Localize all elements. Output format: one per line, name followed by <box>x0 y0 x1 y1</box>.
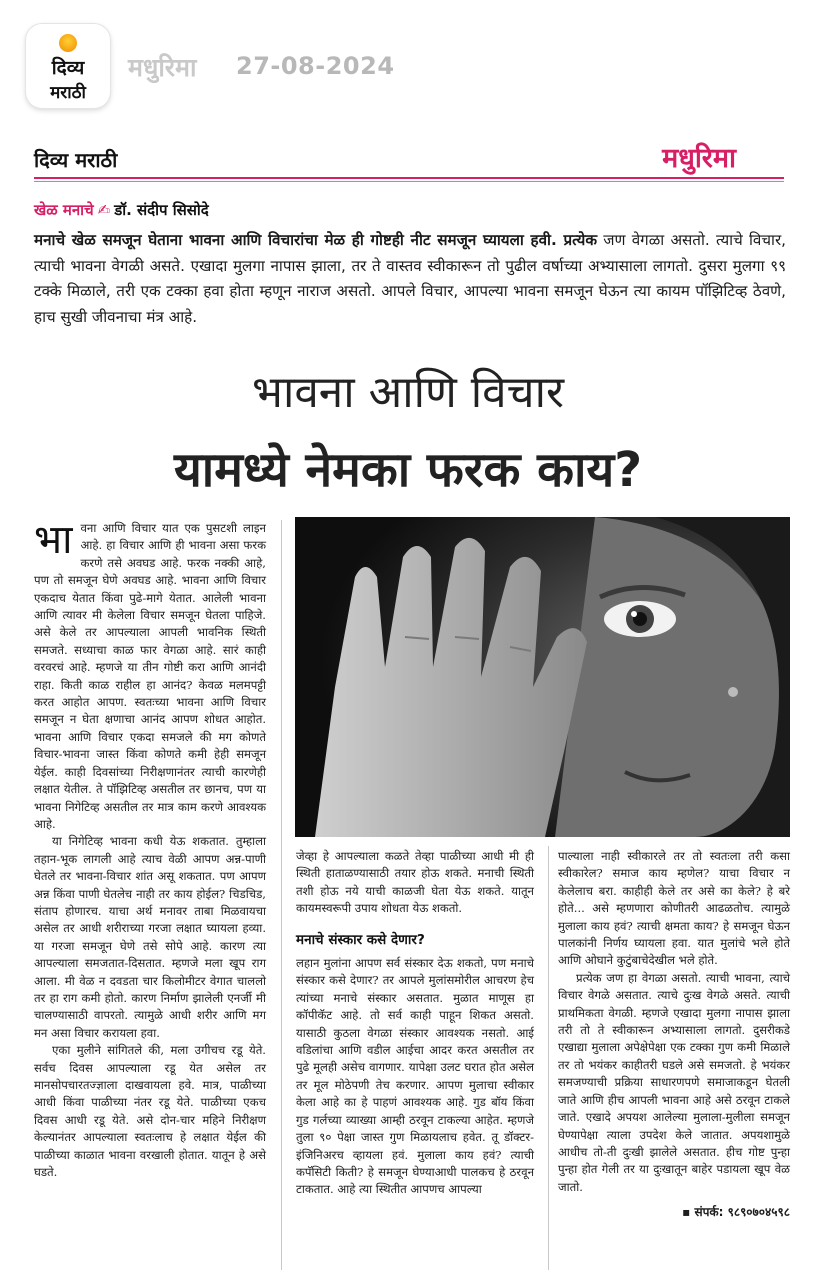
logo-line2: मराठी <box>50 83 86 103</box>
article-column-2 <box>296 848 534 1199</box>
subheading: मनाचे संस्कार कसे देणार? <box>296 931 425 948</box>
section-title: मधुरिमा <box>662 143 736 174</box>
column-name: खेळ मनाचे <box>34 201 94 219</box>
paragraph: लहान मुलांना आपण सर्व संस्कार देऊ शकतो, पण मनाचे संस्कार कसे देणार? तर आपले मुलांसमोरील आचरण हेच त्यांच्या मनाचे संस्कार असतात. मुळात माणूस हा कॉपीकॅट आहे. तो सर्व काही पाहून शिकत असतो. यासाठी कुठला वेगळा संस्कार आवश्यक नसतो. आई वडिलांचा आणि वडील आईचा आदर करत असतील तर पुढे मूलही असेच वागणार. यापेक्षा उलट घरात होत असेल तर मूल मोठेपणी तेच करणार. आपण मुलाचा स्वीकार केला आहे का हे पाहणं आवश्यक आहे. गुड बॉय किंवा गुड गर्लच्या व्याख्या आम्ही ठरवून टाकल्या आहेत. म्हणजे तुला ९० पेक्षा जास्त गुण मिळायलाच हवेत. तू डॉक्टर-इंजिनिअरच व्हायला हवं. मुलाला काय हवं? त्याची कपॅसिटी किती? हे समजून घेण्याआधी पालकच हे ठरवून टाकतात. आहे त्या स्थितीत आपणच आपल्या <box>296 956 534 1197</box>
paragraph: पाल्याला नाही स्वीकारले तर तो स्वतःला तरी कसा स्वीकारेल? समाज काय म्हणेल? याचा विचार न केलेलाच बरा. काहीही केले तर असे का केले? हे बरे होते... असे म्हणणारा कोणीतरी आढळतोच. त्यामुळे मुलाला काय हवं? त्याची क्षमता काय? हे समजून घेऊन पालकांनी निर्णय घ्यायला हवा. यात मुलांचे भले होते आणि ओघाने कुटुंबाचेदेखील भले होते. <box>558 849 790 968</box>
paragraph: एका मुलीने सांगितले की, मला उगीचच रडू येते. सर्वच दिवस आपल्याला रडू येत असेल तर मानसोपचारतज्ज्ञाला दाखवायला हवे. मात्र, पाळीच्या आधी किंवा पाळीच्या नंतर रडू येते. पाळीच्या एकच दिवस आधी रडू येते. असे दोन-चार महिने निरीक्षण केल्यानंतर आपल्याला स्वतःलाच हे लक्षात येईल की पाळीच्या काळात भावना वरखाली होतात. यातून हे असे घडते. <box>34 1043 266 1180</box>
headline-line2: यामध्ये नेमका फरक काय? <box>173 442 643 498</box>
paragraph: प्रत्येक जण हा वेगळा असतो. त्याची भावना, त्याचे विचार वेगळे असतात. त्याचे दुःख वेगळे असते. त्याची प्राथमिकता वेगळी. म्हणजे एखादा मुलगा नापास झाला तरी तो ते स्वीकारून अभ्यासाला लागतो. दुसरीकडे एखाद्या मुलाला अपेक्षेपेक्षा एक टक्का गुण कमी मिळाले तर तो भयंकर काहीतरी घडले असे समजतो. हे भयंकर समजण्याची प्रक्रिया साधारणपणे समाजाकडून घेतली जाते आणि हीच आपली भावना आहे असे ठरवून टाकले जाते. एखादे अपयश आलेल्या मुलाला-मुलीला समजून घेण्यापेक्षा त्याला उपदेश केले जातात. अपयशामुळे आधीच तो-ती दुःखी झालेले असतात. हीच गोष्ट पुन्हा पुन्हा होत गेली तर या दुःखातून बाहेर पडायला खूप वेळ जातो. <box>558 970 790 1194</box>
contact-line: ▪ संपर्क: ९८९०७०४५९८ <box>682 1205 790 1220</box>
intro-rest: जण वेगळा असतो. त्याचे विचार, त्याची भावना वेगळी असते. एखादा मुलगा नापास झाला, तर ते वास्तव स्वीकारून तो पुढील वर्षाच्या अभ्यासाला लागतो. दुसरा मुलगा ९९ टक्के मिळाले, तरी एक टक्का हवा होता म्हणून नाराज असतो. आपले विचार, आपल्या भावना समजून घेऊन त्या कायम पॉझिटिव्ह ठेवणे, हाच सुखी जीवनाचा मंत्र आहे. <box>34 231 786 326</box>
byline <box>34 200 209 220</box>
masthead-rule <box>34 177 784 179</box>
column-divider <box>281 520 282 1270</box>
paragraph-text: वना आणि विचार यात एक पुसटशी लाइन आहे. हा विचार आणि ही भावना असा फरक करणे तसे अवघड आहे. फरक नक्की आहे, पण तो समजून घेणे अवघड आहे. भावना आणि विचार एकदाच येतात किंवा पुढे-मागे येतात. आलेली भावना आणि त्यावर मी केलेला विचार समजून घेतला पाहिजे. असे केले तर आपल्याला आपली भावनिक स्थिती समजते. सध्याचा काळ फार वेगळा आहे. सारं काही वरवरचं आहे. म्हणजे या तीन गोष्टी करा आणि आनंदी राहा. किती काळ राहील हा आनंद? केवळ मलमपट्टी करत आहोत आपण. स्वतःच्या भावना आणि विचार समजून न घेता क्षणाचा आनंद आपण शोधत आहोत. भावना आणि विचार एकदा समजले की मग कोणते विचार-भावना जास्त किंवा कोणते कमी हेही समजून येईल. काही दिवसांच्या निरीक्षणानंतर त्याची कारणेही लक्षात येतील. ते पॉझिटिव्ह असतील तर छानच, पण या भावना निगेटिव्ह असतील तर मात्र काम करणे आवश्यक आहे. <box>34 521 266 831</box>
paragraph: या निगेटिव्ह भावना कधी येऊ शकतात. तुम्हाला तहान-भूक लागली आहे त्याच वेळी आपण अन्न-पाणी घेतले तर भावना-विचार शांत असू शकतात. पण आपण अन्न किंवा पाणी घेतलेच नाही तर काय होईल? चिडचिड, संताप होणारच. याचा अर्थ मनावर ताबा मिळवायचा असेल तर आधी शरीराच्या गरजा लक्षात घ्यायला हव्या. या गरजा समजून घेणे तसे सोपे आहे. कारण त्या आपल्याला समजतात-दिसतात. म्हणजे मला खूप राग आला. मी वेळ न दवडता चार किलोमीटर वेगात चाललो तर हा राग कमी होतो. कारण निर्माण झालेली एनर्जी मी चालण्यासाठी वापरतो. त्यामुळे आधी शरीर आणि मग मन असा विचार करायला हवा. <box>34 834 266 1040</box>
logo-line1: दिव्य <box>51 57 85 79</box>
headline-line1: भावना आणि विचार <box>252 367 564 418</box>
author-name: डॉ. संदीप सिसोदे <box>114 201 209 219</box>
sun-icon <box>59 34 77 52</box>
intro-paragraph <box>34 228 786 330</box>
paper-logo: दिव्य मराठी <box>34 148 118 172</box>
app-logo[interactable] <box>26 24 110 108</box>
drop-cap: भा <box>34 517 73 563</box>
masthead-rule-thin <box>34 181 784 182</box>
paragraph <box>34 517 266 833</box>
paragraph: जेव्हा हे आपल्याला कळते तेव्हा पाळीच्या आधी मी ही स्थिती हाताळण्यासाठी तयार होऊ शकते. मनाची स्थिती तशी होऊ नये याची काळजी घेता येऊ शकते. यातून कायमस्वरूपी उपाय शोधता येऊ शकतो. <box>296 849 534 916</box>
edition-date: 27-08-2024 <box>236 52 395 80</box>
face-hand-image <box>295 517 790 837</box>
column-divider <box>548 846 549 1270</box>
article-photo <box>295 517 790 837</box>
intro-lead: मनाचे खेळ समजून घेताना भावना आणि विचारांचा मेळ ही गोष्टही नीट समजून घ्यायला हवी. प्रत्येक <box>34 231 597 249</box>
pen-icon: ✍ <box>97 201 111 219</box>
edition-name: मधुरिमा <box>128 53 197 82</box>
article-column-1 <box>34 517 266 1181</box>
app-header <box>0 0 816 132</box>
article-column-3 <box>558 848 790 1222</box>
